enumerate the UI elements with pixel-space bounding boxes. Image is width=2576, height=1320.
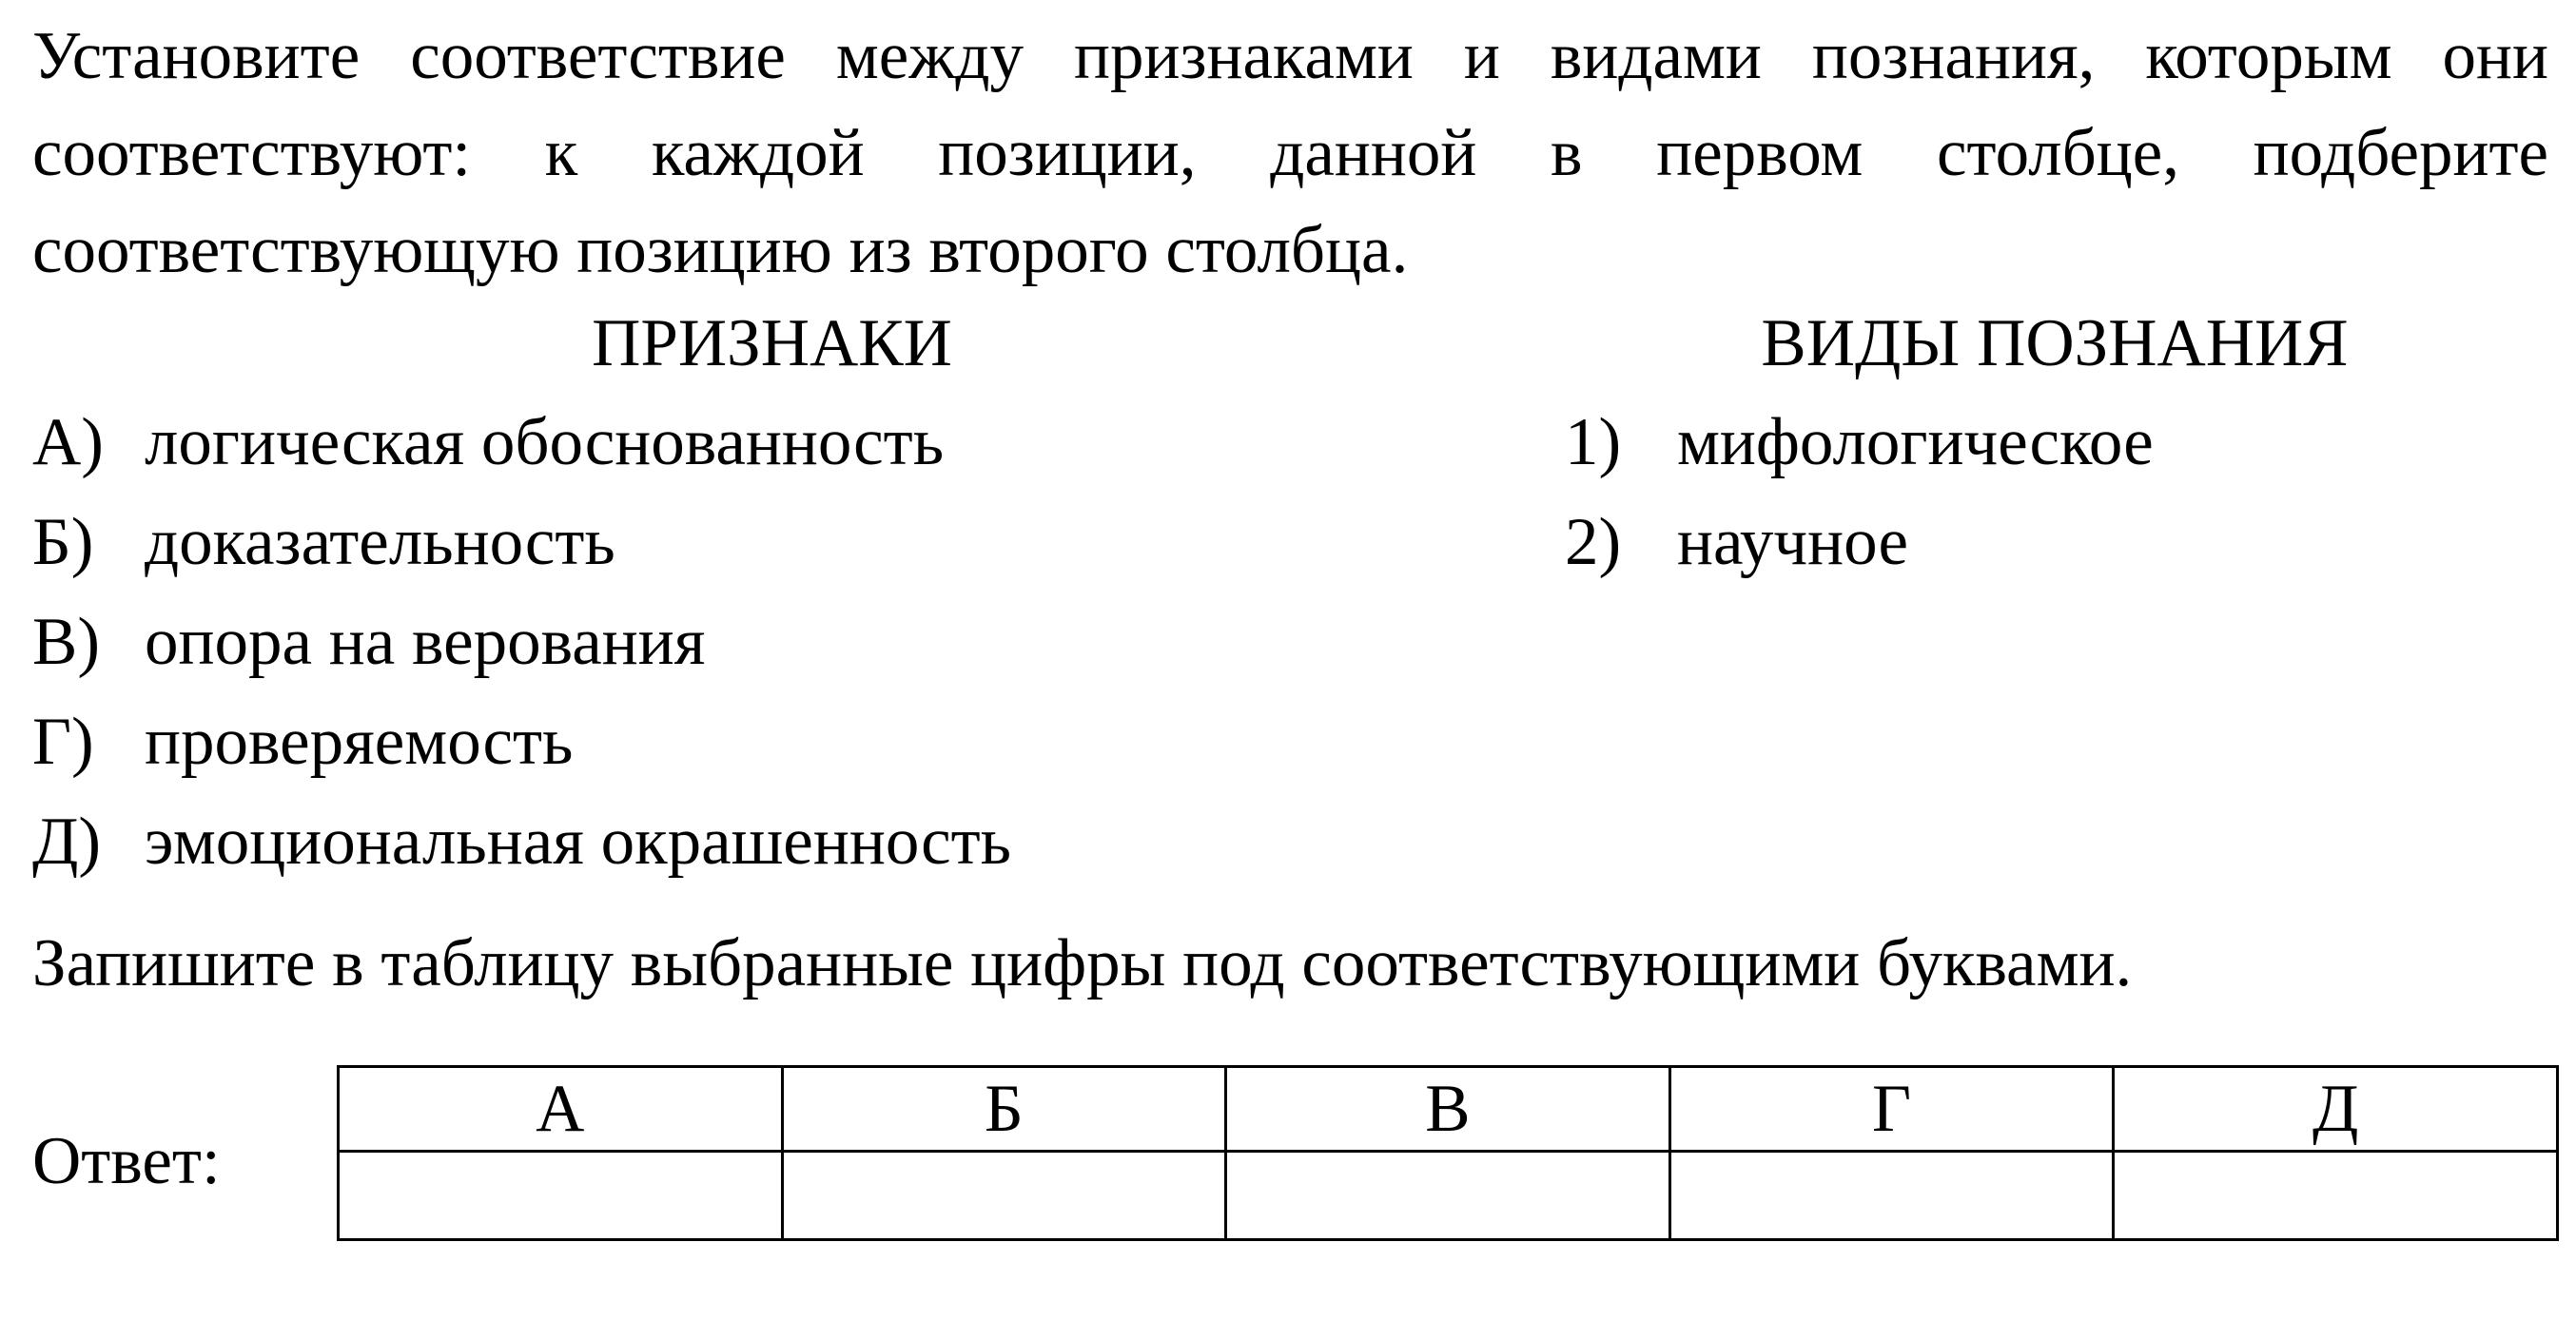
right-column-heading: ВИДЫ ПОЗНАНИЯ <box>1761 306 2349 380</box>
answer-column-header: Д <box>2114 1067 2558 1152</box>
item-text: эмоциональная окрашенность <box>145 805 1012 879</box>
item-marker: Д) <box>32 805 102 879</box>
answer-label: Ответ: <box>32 1124 221 1198</box>
item-marker: 1) <box>1565 405 1622 479</box>
left-column-heading: ПРИЗНАКИ <box>592 306 952 380</box>
answer-instruction: Запишите в таблицу выбранные цифры под соответствующими буквами. <box>32 926 2133 1000</box>
task-intro: Установите соответствие между признаками и видами познания, которым они соответствуют: к каждой позиции, данной в первом столбце, подберите соответствующую позицию из второго столбца. <box>32 19 2548 287</box>
answer-column-header: А <box>339 1067 783 1152</box>
answer-column-header: В <box>1226 1067 1670 1152</box>
item-text: проверяемость <box>145 705 574 779</box>
answer-header-row <box>339 1067 2558 1152</box>
item-text: научное <box>1677 505 1908 579</box>
answer-cell-v[interactable] <box>1226 1152 1670 1240</box>
answer-cell-a[interactable] <box>339 1152 783 1240</box>
answer-column-header: Г <box>1669 1067 2114 1152</box>
answer-cell-b[interactable] <box>782 1152 1226 1240</box>
answer-value-row <box>339 1152 2558 1240</box>
answer-cell-g[interactable] <box>1669 1152 2114 1240</box>
item-marker: Б) <box>32 505 94 579</box>
item-text: логическая обоснованность <box>145 405 945 479</box>
answer-table <box>337 1065 2559 1241</box>
item-text: мифологическое <box>1677 405 2154 479</box>
answer-column-header: Б <box>782 1067 1226 1152</box>
item-text: доказательность <box>145 505 615 579</box>
item-text: опора на верования <box>145 605 706 679</box>
item-marker: Г) <box>32 705 94 779</box>
item-marker: В) <box>32 605 100 679</box>
item-marker: А) <box>32 405 104 479</box>
item-marker: 2) <box>1565 505 1622 579</box>
answer-cell-d[interactable] <box>2114 1152 2558 1240</box>
